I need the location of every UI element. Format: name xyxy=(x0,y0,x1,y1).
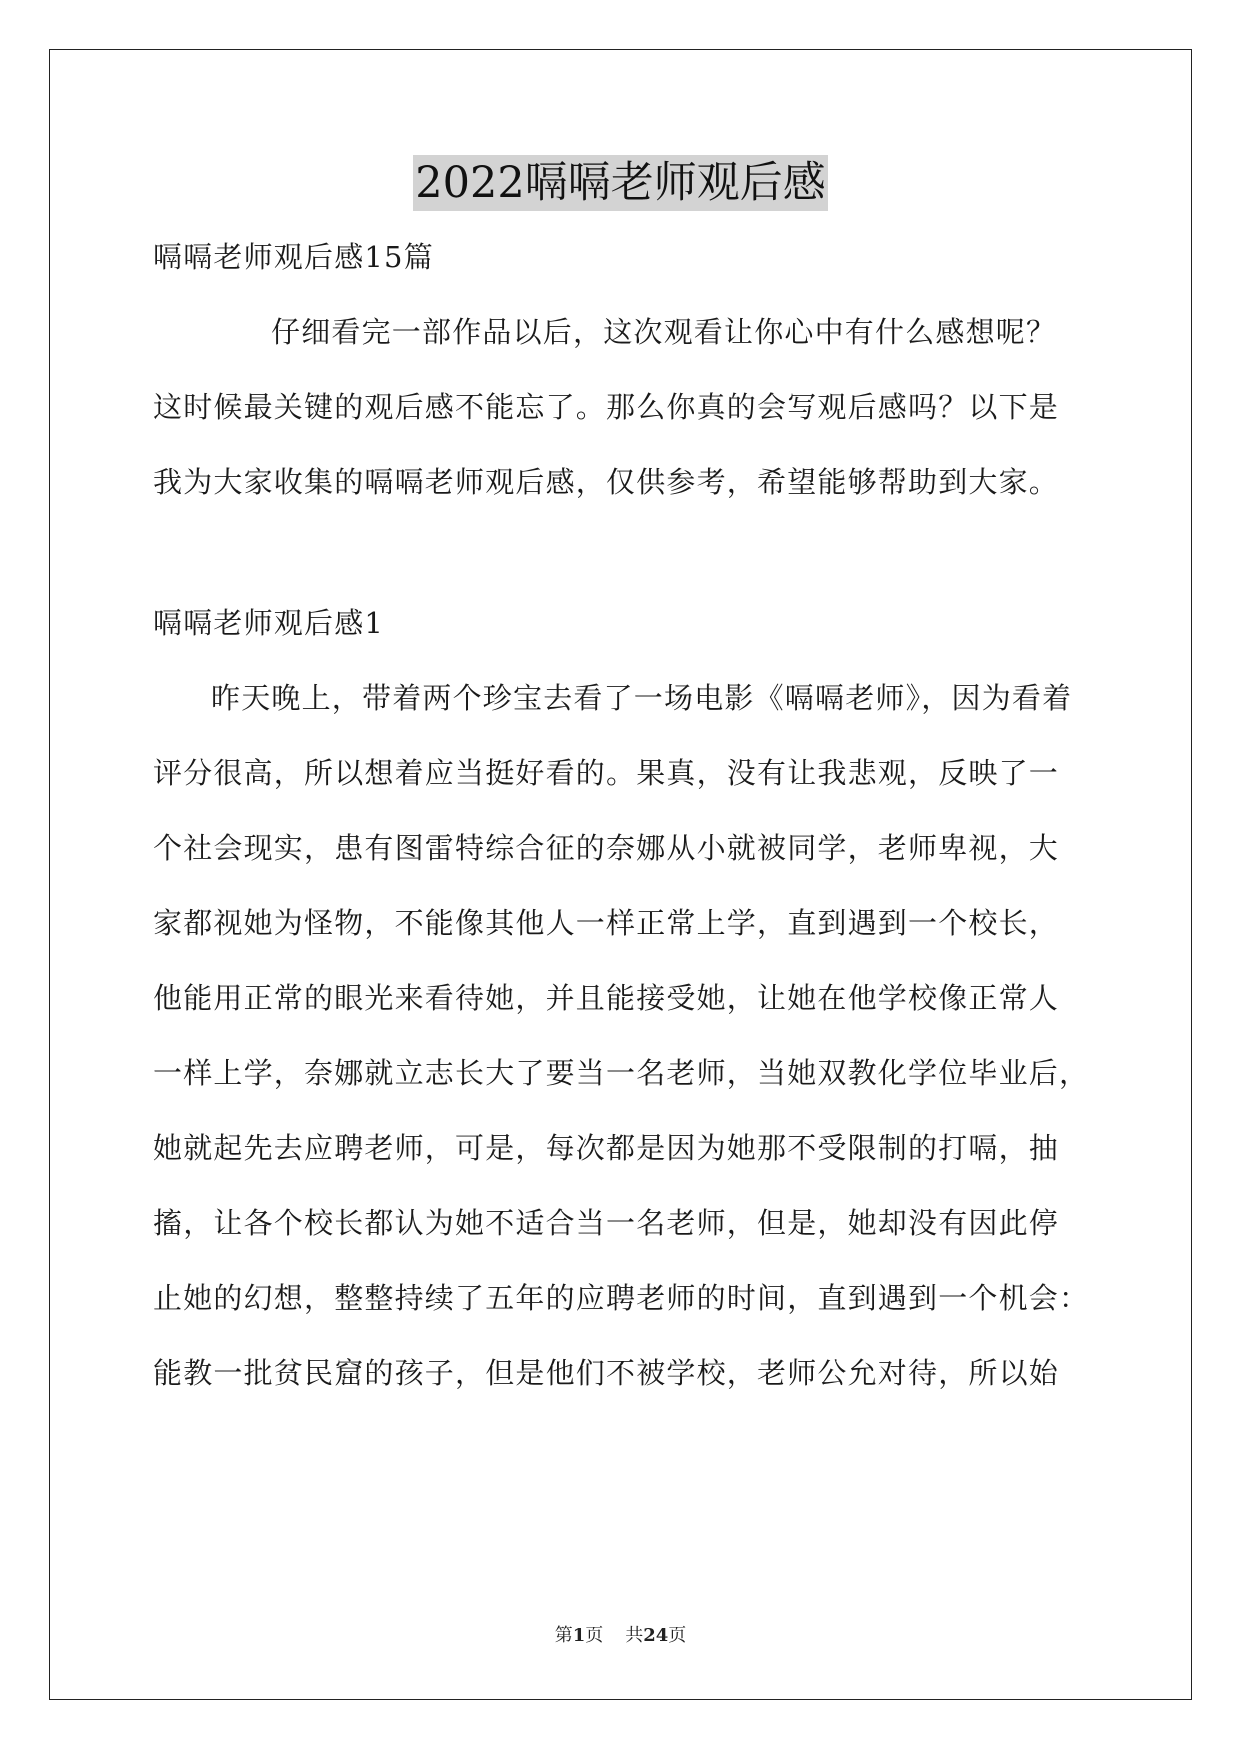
body-line: 一样上学，奈娜就立志长大了要当一名老师，当她双教化学位毕业后， xyxy=(153,1056,1090,1090)
body-line: 家都视她为怪物，不能像其他人一样正常上学，直到遇到一个校长， xyxy=(153,906,1060,940)
body-line: 评分很高，所以想着应当挺好看的。果真，没有让我悲观，反映了一 xyxy=(153,756,1060,790)
body-line: 止她的幻想，整整持续了五年的应聘老师的时间，直到遇到一个机会： xyxy=(153,1281,1090,1315)
total-pages: 24 xyxy=(643,1625,669,1646)
body-line: 搐，让各个校长都认为她不适合当一名老师，但是，她却没有因此停 xyxy=(153,1206,1060,1240)
body-line: 个社会现实，患有图雷特综合征的奈娜从小就被同学，老师卑视，大 xyxy=(153,831,1060,865)
page-footer xyxy=(0,1624,1241,1648)
total-suffix: 页 xyxy=(668,1625,687,1646)
intro-line: 这时候最关键的观后感不能忘了。那么你真的会写观后感吗？以下是 xyxy=(153,390,1060,424)
body-line: 能教一批贫民窟的孩子，但是他们不被学校，老师公允对待，所以始 xyxy=(153,1356,1060,1390)
intro-line: 我为大家收集的嗝嗝老师观后感，仅供参考，希望能够帮助到大家。 xyxy=(153,465,1060,499)
section-heading: 嗝嗝老师观后感1 xyxy=(153,606,385,640)
body-line: 昨天晚上，带着两个珍宝去看了一场电影《嗝嗝老师》，因为看着 xyxy=(211,681,1073,715)
document-subtitle: 嗝嗝老师观后感15篇 xyxy=(153,240,434,274)
page-border xyxy=(49,49,1192,1700)
body-line: 她就起先去应聘老师，可是，每次都是因为她那不受限制的打嗝，抽 xyxy=(153,1131,1060,1165)
document-title: 2022嗝嗝老师观后感 xyxy=(413,155,827,211)
page-suffix: 页 xyxy=(585,1625,604,1646)
title-wrap xyxy=(0,155,1241,211)
page-number: 1 xyxy=(572,1625,586,1646)
intro-line: 仔细看完一部作品以后，这次观看让你心中有什么感想呢？ xyxy=(271,315,1057,349)
total-prefix: 共 xyxy=(625,1625,644,1646)
page-prefix: 第 xyxy=(554,1625,573,1646)
body-line: 他能用正常的眼光来看待她，并且能接受她，让她在他学校像正常人 xyxy=(153,981,1060,1015)
